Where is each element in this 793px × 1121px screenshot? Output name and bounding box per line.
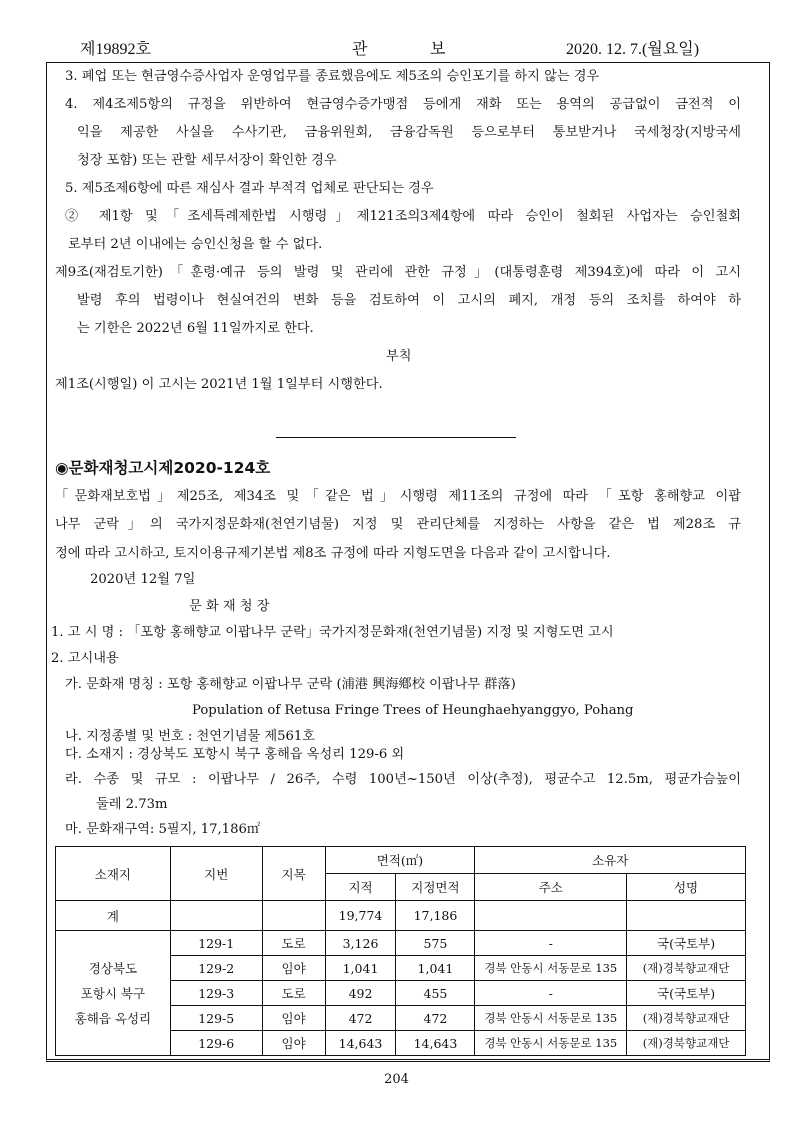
land-table xyxy=(55,846,746,1056)
text-line: ② 제1항 및「조세특례제한법 시행령」제121조의3제4항에 따라 승인이 철회된 사업자는 승인철회 xyxy=(65,209,741,224)
text-line: 마. 문화재구역: 5필지, 17,186㎡ xyxy=(65,822,261,837)
text-line: 제9조(재검토기한)「훈령·예규 등의 발령 및 관리에 관한 규정」(대통령훈령 제394호)에 따라 이 고시 xyxy=(55,265,741,280)
cell xyxy=(475,901,627,931)
cell-category: 도로 xyxy=(262,981,325,1006)
section-heading: 부칙 xyxy=(386,349,412,364)
col-header-category: 지목 xyxy=(262,847,325,901)
notice-issuer: 문 화 재 청 장 xyxy=(189,599,270,614)
text-line: 나무 군락」의 국가지정문화재(천연기념물) 지정 및 관리단체를 지정하는 사항을 같은 법 제28조 규 xyxy=(55,517,741,532)
cell-area1: 14,643 xyxy=(325,1031,396,1056)
cell-address: 경북 안동시 서동문로 135 xyxy=(475,1031,627,1056)
col-header-lot: 지번 xyxy=(170,847,262,901)
location-line: 경상북도 xyxy=(88,960,138,976)
cell xyxy=(262,901,325,931)
cell-category: 임야 xyxy=(262,956,325,981)
cell-lot: 129-2 xyxy=(170,956,262,981)
text-line: 청장 포함) 또는 관할 세무서장이 확인한 경우 xyxy=(77,153,337,168)
cell-name: 국(국토부) xyxy=(627,981,746,1006)
cell-lot: 129-6 xyxy=(170,1031,262,1056)
col-header-owner: 소유자 xyxy=(475,847,746,874)
col-header-cadastral-area: 지적 xyxy=(325,874,396,901)
text-line: 로부터 2년 이내에는 승인신청을 할 수 없다. xyxy=(68,237,323,252)
text-line: 제1조(시행일) 이 고시는 2021년 1월 1일부터 시행한다. xyxy=(55,377,383,392)
cell-area2: 575 xyxy=(396,931,475,956)
col-header-location: 소재지 xyxy=(56,847,171,901)
cell-name: 국(국토부) xyxy=(627,931,746,956)
text-line: 2. 고시내용 xyxy=(51,651,119,666)
total-label: 계 xyxy=(56,901,171,931)
col-header-address: 주소 xyxy=(475,874,627,901)
text-line: 1. 고 시 명 : 「포항 홍해향교 이팝나무 군락」국가지정문화재(천연기념물) 지정 및 지형도면 고시 xyxy=(51,625,614,640)
cell-area1: 3,126 xyxy=(325,931,396,956)
divider xyxy=(276,437,516,438)
text-line: 나. 지정종별 및 번호 : 천연기념물 제561호 xyxy=(65,729,316,744)
col-header-designated-area: 지정면적 xyxy=(396,874,475,901)
text-line: 다. 소재지 : 경상북도 포항시 북구 홍해읍 옥성리 129-6 외 xyxy=(65,747,405,762)
cell-area1: 492 xyxy=(325,981,396,1006)
notice-title: ◉문화재청고시제2020-124호 xyxy=(55,459,271,477)
cell-lot: 129-1 xyxy=(170,931,262,956)
cell-area1: 472 xyxy=(325,1006,396,1031)
cell-area1: 1,041 xyxy=(325,956,396,981)
text-line: 3. 폐업 또는 현금영수증사업자 운영업무를 종료했음에도 제5조의 승인포기를 하지 않는 경우 xyxy=(65,69,600,84)
text-line: 둘레 2.73m xyxy=(96,797,168,812)
text-line: 발령 후의 법령이나 현실여건의 변화 등을 검토하여 이 고시의 폐지, 개정 등의 조치를 하여야 하 xyxy=(77,293,741,308)
total-area1: 19,774 xyxy=(325,901,396,931)
cell-address: - xyxy=(475,931,627,956)
cell-address: 경북 안동시 서동문로 135 xyxy=(475,1006,627,1031)
text-line: 5. 제5조제6항에 따른 재심사 결과 부적격 업체로 판단되는 경우 xyxy=(65,181,434,196)
text-line: Population of Retusa Fringe Trees of Heunghaehyanggyo, Pohang xyxy=(192,703,634,718)
cell-category: 임야 xyxy=(262,1006,325,1031)
total-area2: 17,186 xyxy=(396,901,475,931)
table-row-total xyxy=(56,901,746,931)
cell-category: 임야 xyxy=(262,1031,325,1056)
cell-area2: 1,041 xyxy=(396,956,475,981)
gazette-title-left: 관 xyxy=(352,41,368,58)
col-header-area: 면적(㎡) xyxy=(325,847,475,874)
text-line: 4. 제4조제5항의 규정을 위반하여 현금영수증가맹점 등에게 재화 또는 용역의 공급없이 금전적 이 xyxy=(65,97,741,112)
cell-area2: 455 xyxy=(396,981,475,1006)
issue-number: 제19892호 xyxy=(80,41,151,58)
cell-category: 도로 xyxy=(262,931,325,956)
cell-area2: 472 xyxy=(396,1006,475,1031)
text-line: 정에 따라 고시하고, 토지이용규제기본법 제8조 규정에 따라 지형도면을 다음과 같이 고시합니다. xyxy=(55,546,611,561)
cell-name: (재)경북향교재단 xyxy=(627,956,746,981)
cell-name: (재)경북향교재단 xyxy=(627,1006,746,1031)
text-line: 라. 수종 및 규모 : 이팝나무 / 26주, 수령 100년~150년 이상(추정), 평균수고 12.5m, 평균가슴높이 xyxy=(65,772,741,787)
cell-area2: 14,643 xyxy=(396,1031,475,1056)
text-line: 가. 문화재 명칭 : 포항 홍해향교 이팝나무 군락 (浦港 興海鄕校 이팝나무 群落) xyxy=(65,677,516,692)
text-line: 「문화재보호법」제25조, 제34조 및「같은 법」시행령 제11조의 규정에 따라 「포항 홍해향교 이팝 xyxy=(55,489,741,504)
location-line: 포항시 북구 xyxy=(80,985,146,1001)
text-line: 익을 제공한 사실을 수사기관, 금융위원회, 금융감독원 등으로부터 통보받거나 국세청장(지방국세 xyxy=(77,125,741,140)
table-row xyxy=(56,931,746,956)
cell-address: - xyxy=(475,981,627,1006)
cell-lot: 129-5 xyxy=(170,1006,262,1031)
location-cell xyxy=(56,931,171,1056)
notice-date: 2020년 12월 7일 xyxy=(90,572,196,587)
cell-address: 경북 안동시 서동문로 135 xyxy=(475,956,627,981)
cell-lot: 129-3 xyxy=(170,981,262,1006)
cell xyxy=(170,901,262,931)
cell-name: (재)경북향교재단 xyxy=(627,1031,746,1056)
issue-date: 2020. 12. 7.(월요일) xyxy=(566,41,700,58)
location-line: 홍해읍 옥성리 xyxy=(74,1010,152,1026)
col-header-name: 성명 xyxy=(627,874,746,901)
text-line: 는 기한은 2022년 6월 11일까지로 한다. xyxy=(77,321,314,336)
gazette-title-right: 보 xyxy=(430,41,446,58)
page-number: 204 xyxy=(384,1072,409,1087)
cell xyxy=(627,901,746,931)
